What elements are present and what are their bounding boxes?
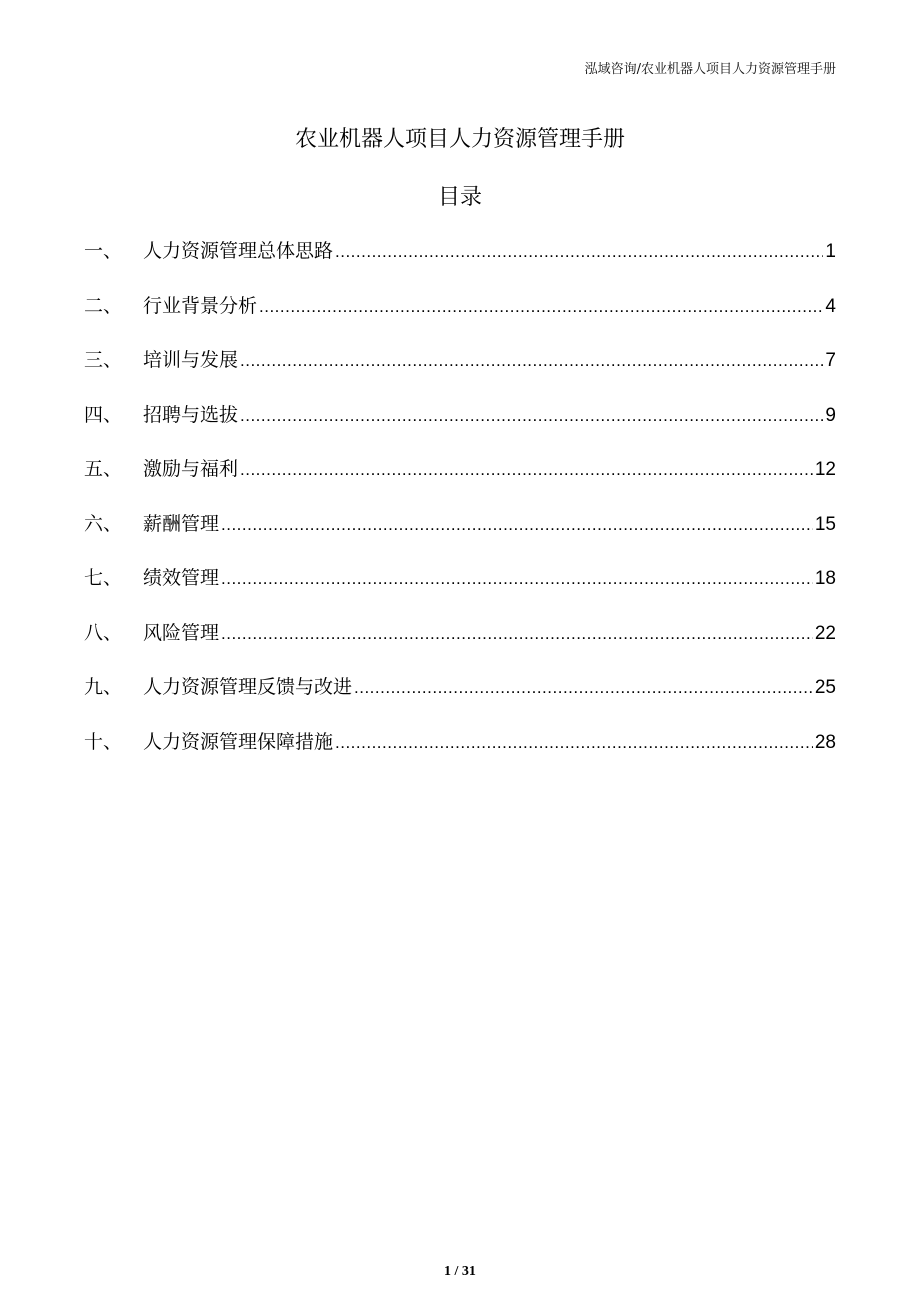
toc-entry[interactable] [84, 345, 836, 400]
toc-entry-page: 22 [814, 622, 836, 644]
toc-entry[interactable] [84, 236, 836, 291]
toc-leader-dots [240, 351, 823, 371]
toc-entry[interactable] [84, 509, 836, 564]
toc-entry-label: 人力资源管理总体思路 [143, 240, 334, 262]
toc-leader-dots [221, 569, 813, 589]
toc-leader-dots [240, 460, 813, 480]
toc-entry-page: 28 [814, 731, 836, 753]
toc-entry-page: 4 [825, 295, 836, 317]
document-title: 农业机器人项目人力资源管理手册 [294, 127, 625, 152]
toc-entry-number: 十、 [84, 730, 123, 753]
toc-leader-dots [221, 515, 813, 535]
toc-entry-page: 1 [825, 241, 836, 262]
toc-leader-dots [335, 733, 813, 753]
toc-leader-dots [240, 406, 823, 426]
toc-entry-page: 12 [814, 459, 836, 480]
toc-entry-label: 绩效管理 [143, 567, 220, 589]
toc-entry[interactable] [84, 400, 836, 455]
toc-entry-page: 18 [814, 568, 836, 589]
page-number: 1 / 31 [444, 1264, 476, 1279]
toc-entry[interactable] [84, 291, 836, 346]
toc-entry-number: 二、 [84, 294, 123, 317]
toc-entry-page: 25 [814, 677, 836, 698]
toc-entry[interactable] [84, 727, 836, 782]
toc-entry-number: 七、 [84, 567, 123, 589]
toc-entry[interactable] [84, 454, 836, 509]
toc-entry-number: 三、 [84, 349, 123, 371]
toc-entry-label: 招聘与选拔 [143, 403, 239, 426]
toc-entry[interactable] [84, 563, 836, 618]
toc-entry-number: 九、 [84, 676, 123, 698]
table-of-contents [84, 236, 836, 781]
page-header: 泓域咨询/农业机器人项目人力资源管理手册 [584, 62, 836, 77]
toc-entry-page: 15 [814, 513, 836, 535]
toc-entry-number: 一、 [84, 240, 123, 262]
toc-leader-dots [335, 242, 823, 262]
toc-heading: 目录 [437, 185, 482, 210]
toc-entry-label: 激励与福利 [143, 458, 239, 480]
toc-entry-page: 9 [825, 404, 836, 426]
toc-entry[interactable] [84, 672, 836, 727]
toc-entry-number: 六、 [84, 512, 123, 535]
toc-entry-label: 培训与发展 [143, 349, 239, 371]
toc-entry-number: 五、 [84, 458, 123, 480]
toc-entry-number: 四、 [84, 403, 123, 426]
toc-leader-dots [221, 624, 813, 644]
toc-entry-label: 薪酬管理 [143, 512, 220, 535]
toc-entry-page: 7 [825, 350, 836, 371]
toc-entry-label: 人力资源管理反馈与改进 [143, 676, 353, 698]
toc-entry-number: 八、 [84, 621, 123, 644]
toc-entry-label: 人力资源管理保障措施 [143, 730, 334, 753]
toc-entry-label: 风险管理 [143, 621, 220, 644]
toc-entry[interactable] [84, 618, 836, 673]
toc-entry-label: 行业背景分析 [143, 294, 258, 317]
toc-leader-dots [354, 678, 813, 698]
toc-leader-dots [259, 297, 823, 317]
